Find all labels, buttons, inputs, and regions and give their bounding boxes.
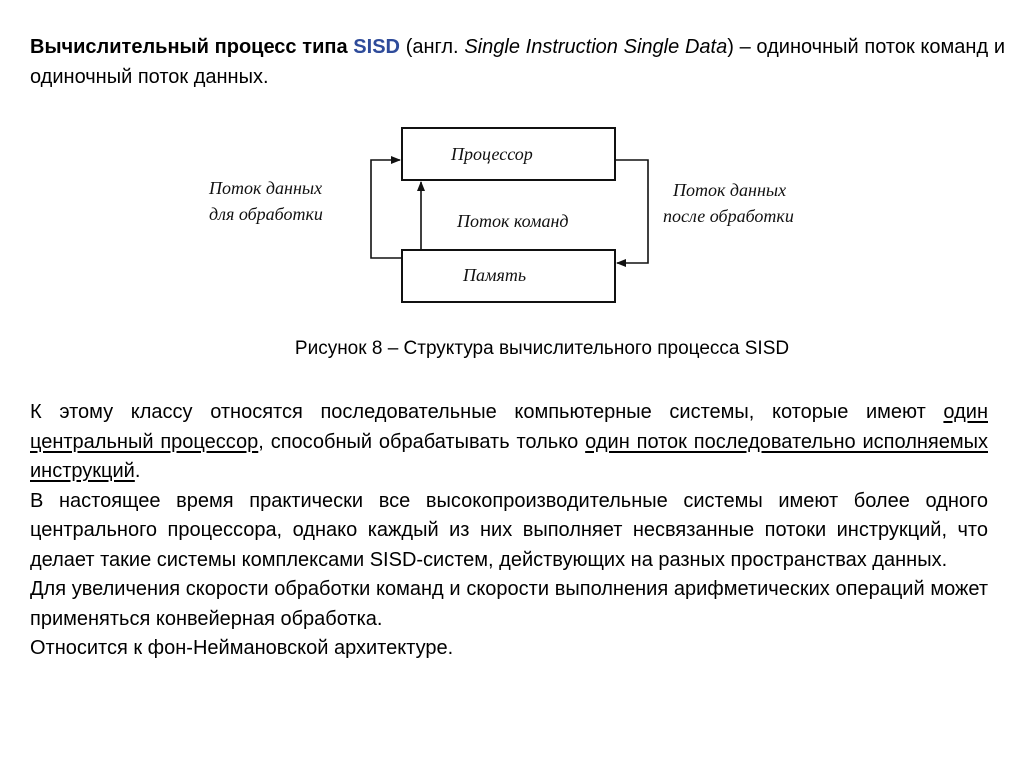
p1-text-a: К этому классу относятся последовательные компьютерные системы, которые имеют — [30, 401, 926, 423]
page-heading — [30, 32, 1005, 92]
paragraph-4: Относится к фон-Неймановской архитектуре. — [30, 637, 454, 659]
heading-bold-lead: Вычислительный процесс типа — [30, 36, 348, 58]
p1-underline-cpu: один центральный процессор — [30, 401, 988, 453]
p1-underline-stream: один поток последовательно исполняемых инструкций — [30, 430, 988, 482]
data-in-arrow — [371, 160, 402, 258]
data-in-label-line1: Поток данных — [209, 178, 323, 198]
body-text — [30, 398, 988, 664]
memory-label: Память — [463, 265, 527, 285]
data-out-label-line2: после обработки — [663, 206, 794, 226]
paragraph-2: В настоящее время практически все высокопроизводительные системы имеют более одного центрального процессора, однако каждый из них выполняет несвязанные потоки инструкций, что делает такие системы комплексами SISD-систем, действующих на разных пространствах данных. — [30, 489, 988, 571]
figure-caption: Рисунок 8 – Структура вычислительного процесса SISD — [294, 338, 790, 359]
data-out-arrow — [615, 160, 648, 263]
p1-text-b: , способный обрабатывать только — [258, 430, 579, 453]
data-in-label-line2: для обработки — [209, 204, 323, 224]
paragraph-1 — [30, 398, 988, 487]
heading-open-paren: (англ. — [405, 36, 459, 58]
p1-text-c: . — [134, 460, 141, 482]
paragraph-3: Для увеличения скорости обработки команд и скорости выполнения арифметических операций может применяться конвейерная обработка. — [30, 578, 988, 630]
data-out-label-line1: Поток данных — [673, 180, 787, 200]
heading-accent-sisd: SISD — [353, 36, 400, 58]
heading-english-name: Single Instruction Single Data — [464, 36, 728, 58]
heading-rest: ) – одиночный поток команд и одиночный поток данных. — [30, 36, 1006, 88]
instruction-stream-label: Поток команд — [457, 211, 569, 231]
sisd-diagram — [195, 120, 845, 310]
processor-label: Процессор — [451, 144, 533, 164]
